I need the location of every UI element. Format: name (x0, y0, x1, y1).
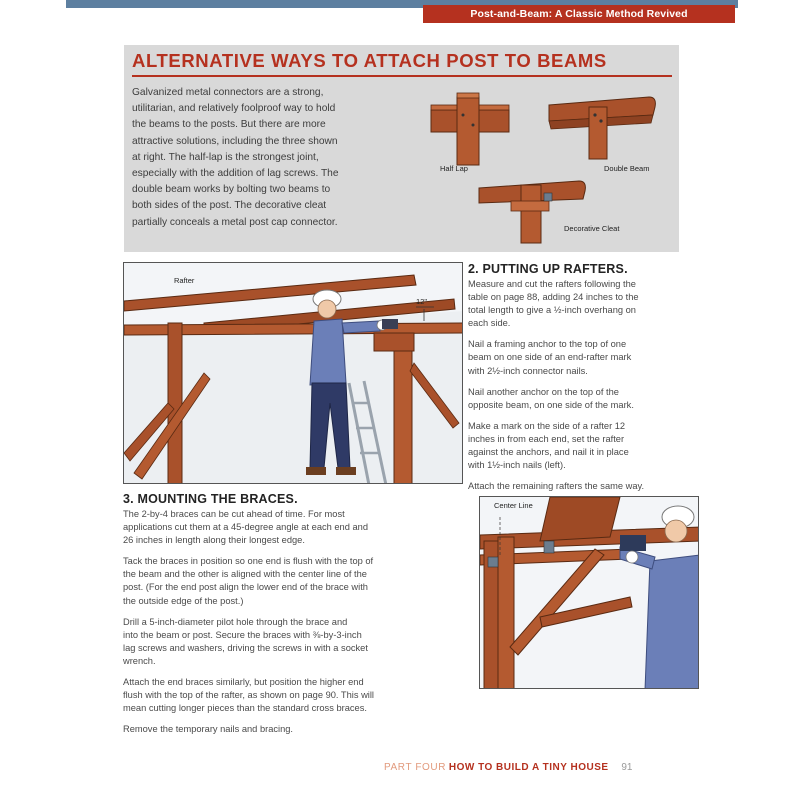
step-2-paragraph (468, 278, 698, 330)
sidebar-body (132, 85, 394, 231)
book-page (66, 0, 738, 800)
sidebar-line: partially conceals a metal post cap connector. (132, 216, 338, 228)
text-line: table on page 88, adding 24 inches to the (468, 292, 639, 303)
text-line: mean cutting longer pieces than the standard cross braces. (123, 703, 367, 714)
rafter-illustration (123, 262, 463, 484)
text-line: Make a mark on the side of a rafter 12 (468, 420, 626, 431)
label-dimension: 12" (416, 297, 428, 306)
step-3-paragraph (123, 508, 473, 547)
step-2-paragraph (468, 480, 698, 493)
sidebar-title: ALTERNATIVE WAYS TO ATTACH POST TO BEAMS (132, 50, 607, 71)
text-line: Drill a 5-inch-diameter pilot hole through the brace and (123, 616, 348, 627)
sidebar-line: attractive solutions, including the three shown (132, 135, 338, 147)
decorative-cleat-illustration (479, 181, 585, 243)
step-3-heading: 3. MOUNTING THE BRACES. (123, 492, 298, 506)
text-line: the beam and the other is aligned with the center line of the (123, 569, 367, 580)
text-line: 26 inches in length along their longest edge. (123, 535, 305, 546)
text-line: opposite beam, on one side of the mark. (468, 399, 634, 410)
rafter-scene (124, 263, 463, 484)
step-2-paragraph (468, 338, 698, 377)
caption-double-beam: Double Beam (604, 164, 650, 173)
text-line: flush with the top of the rafter, as shown on page 90. This will (123, 690, 374, 701)
text-line: lag screws and washers, driving the screws in with a socket (123, 642, 368, 653)
sidebar-box (124, 45, 679, 252)
text-line: with 2½-inch connector nails. (468, 365, 588, 376)
footer-book-title: HOW TO BUILD A TINY HOUSE (448, 762, 609, 773)
step-3-section (123, 492, 473, 744)
text-line: wrench. (123, 655, 156, 666)
footer-part-label: PART FOUR (384, 762, 447, 773)
text-line: Measure and cut the rafters following the (468, 279, 636, 289)
caption-half-lap: Half Lap (440, 164, 468, 173)
sidebar-line: especially with the addition of lag screws. The (132, 168, 339, 180)
step-3-paragraph (123, 555, 473, 607)
text-line: The 2-by-4 braces can be cut ahead of time. For most (123, 509, 345, 519)
running-header (423, 5, 735, 23)
text-line: Attach the end braces similarly, but position the higher end (123, 677, 364, 688)
text-line: Nail a framing anchor to the top of one (468, 339, 627, 350)
braces-illustration (479, 496, 699, 689)
step-3-paragraph (123, 616, 473, 668)
step-2-paragraph (468, 386, 698, 412)
step-3-paragraph (123, 723, 473, 736)
text-line: Nail another anchor on the top of the (468, 386, 619, 397)
sidebar-line: Galvanized metal connectors are a strong, (132, 87, 324, 98)
label-center-line: Center Line (494, 501, 533, 510)
sidebar-line: at right. The half-lap is the strongest joint, (132, 151, 319, 163)
text-line: the outside edge of the post.) (123, 595, 244, 606)
text-line: against the anchors, and nail it in place (468, 447, 629, 458)
sidebar-line: utilitarian, and relatively foolproof way to hold (132, 103, 336, 115)
step-2-heading: 2. PUTTING UP RAFTERS. (468, 262, 628, 276)
half-lap-illustration (431, 93, 509, 165)
sidebar-line: the beams to the posts. But there are more (132, 119, 326, 131)
text-line: inches in from each end, set the rafter (468, 433, 625, 444)
page-footer (384, 762, 700, 773)
page-number: 91 (621, 762, 633, 773)
text-line: post. (For the end post align the lower end of the brace with (123, 582, 368, 593)
step-2-section (468, 262, 698, 501)
step-3-paragraph (123, 676, 473, 715)
text-line: applications cut them at a 45-degree angle at each end and (123, 522, 368, 533)
double-beam-illustration (549, 97, 655, 159)
braces-scene (480, 497, 699, 689)
text-line: into the beam or post. Secure the braces with ⅜-by-3-inch (123, 629, 362, 640)
text-line: with 1½-inch nails (left). (468, 460, 566, 471)
text-line: each side. (468, 318, 511, 329)
text-line: Attach the remaining rafters the same way. (468, 481, 645, 492)
text-line: beam on one side of an end-rafter mark (468, 352, 632, 363)
text-line: Remove the temporary nails and bracing. (123, 724, 294, 735)
sidebar-line: both sides of the post. The decorative cleat (132, 200, 327, 212)
text-line: total length to give a ½-inch overhang on (468, 305, 636, 316)
step-2-paragraph (468, 420, 698, 472)
caption-decorative-cleat: Decorative Cleat (564, 224, 620, 233)
sidebar-line: double beam works by bolting two beams to (132, 184, 331, 196)
running-header-text: Post-and-Beam: A Classic Method Revived (470, 8, 688, 20)
text-line: Tack the braces in position so one end is flush with the top of (123, 556, 374, 567)
label-rafter: Rafter (174, 276, 195, 285)
sidebar-title-rule (132, 75, 672, 77)
